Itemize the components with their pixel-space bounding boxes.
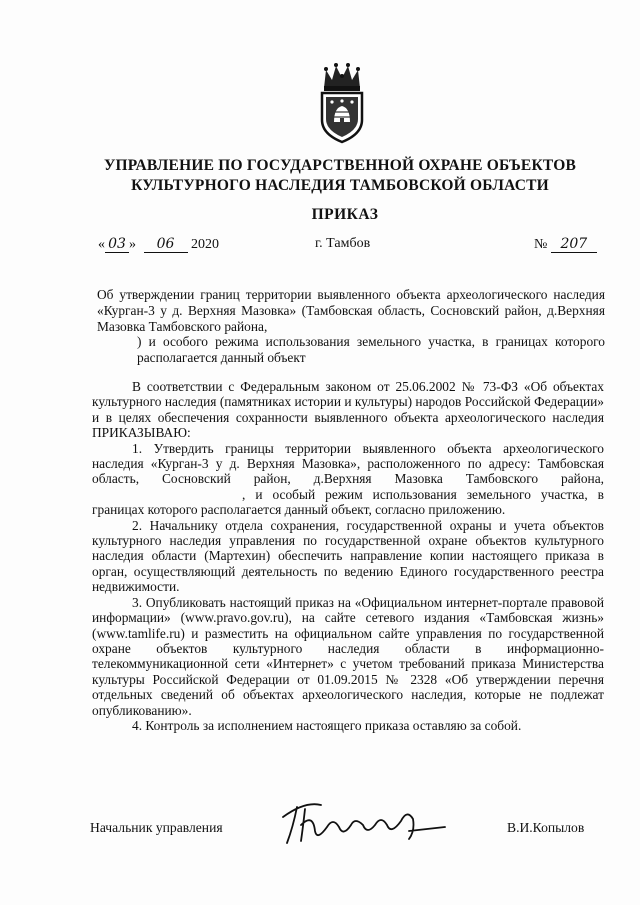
date-open-quote: «: [98, 237, 105, 252]
item-1-part-1: 1. Утвердить границы территории выявленного объекта археологического наследия «Курган-3 у д. Верхняя Мазовка», расположенного по адресу: Тамбовская область, Сосновский район, д.Верхняя Мазовка Тамбовского района,: [92, 440, 604, 487]
document-type-title: ПРИКАЗ: [311, 206, 379, 223]
date-month: 06: [144, 236, 188, 253]
date-day: 03: [105, 236, 129, 253]
item-1-part-2: , и особый режим использования земельного участка, в границах которого располагается данный объект, согласно приложению.: [92, 486, 604, 518]
signatory-name: В.И.Копылов: [507, 820, 585, 835]
number-value: 207: [551, 236, 597, 253]
signatory-position: Начальник управления: [90, 820, 223, 835]
organization-title: [90, 156, 590, 196]
preamble-paragraph: В соответствии с Федеральным законом от 25.06.2002 № 73-ФЗ «Об объектах культурного наследия (памятниках истории и культуры) народов Российской Федерации» и в целях обеспечения сохранности выявленного объекта археологического наследия ПРИКАЗЫВАЮ:: [92, 379, 604, 441]
item-4-paragraph: 4. Контроль за исполнением настоящего приказа оставляю за собой.: [132, 717, 522, 733]
tambov-coat-of-arms-icon: [318, 62, 366, 144]
order-subject: [97, 287, 605, 366]
date-close-quote: »: [129, 237, 136, 252]
number-sign: №: [534, 237, 548, 252]
order-number: [534, 236, 597, 253]
item-1-paragraph: [92, 441, 604, 518]
order-body: [92, 379, 604, 733]
date-year: 2020: [191, 237, 219, 252]
order-city: г. Тамбов: [315, 236, 371, 251]
item-2-paragraph: 2. Начальнику отдела сохранения, государственной охраны и учета объектов культурного наследия управления по государственной охране объектов культурного наследия области (Мартехин) обеспечить направление копии настоящего приказа в орган, осуществляющий деятельность по ведению Единого государственного реестра недвижимости.: [92, 517, 604, 595]
subject-text-part-2: ) и особого режима использования земельного участка, в границах которого располагается данный объект: [137, 334, 605, 366]
subject-text-part-1: Об утверждении границ территории выявленного объекта археологического наследия «Курган-3 у д. Верхняя Мазовка» (Тамбовская область, Сосновский район, д.Верхняя Мазовка Тамбовского района,: [97, 287, 605, 334]
handwritten-signature-icon: [275, 791, 450, 849]
organization-title-line-1: УПРАВЛЕНИЕ ПО ГОСУДАРСТВЕННОЙ ОХРАНЕ ОБЪЕКТОВ: [103, 157, 577, 174]
organization-title-line-2: КУЛЬТУРНОГО НАСЛЕДИЯ ТАМБОВСКОЙ ОБЛАСТИ: [131, 177, 549, 194]
order-date: [98, 236, 219, 253]
item-3-paragraph: 3. Опубликовать настоящий приказ на «Официальном интернет-портале правовой информации» (www.pravo.gov.ru), на сайте сетевого издания «Тамбовская жизнь» (www.tamlife.ru) и разместить на официальном сайте управления по государственной охране объектов культурного наследия области в информационно-телекоммуникационной сети «Интернет» с учетом требований приказа Министерства культуры Российской Федерации от 01.09.2015 № 2328 «Об утверждении перечня отдельных сведений об объектах археологического наследия, которые не подлежат опубликованию».: [92, 594, 604, 718]
